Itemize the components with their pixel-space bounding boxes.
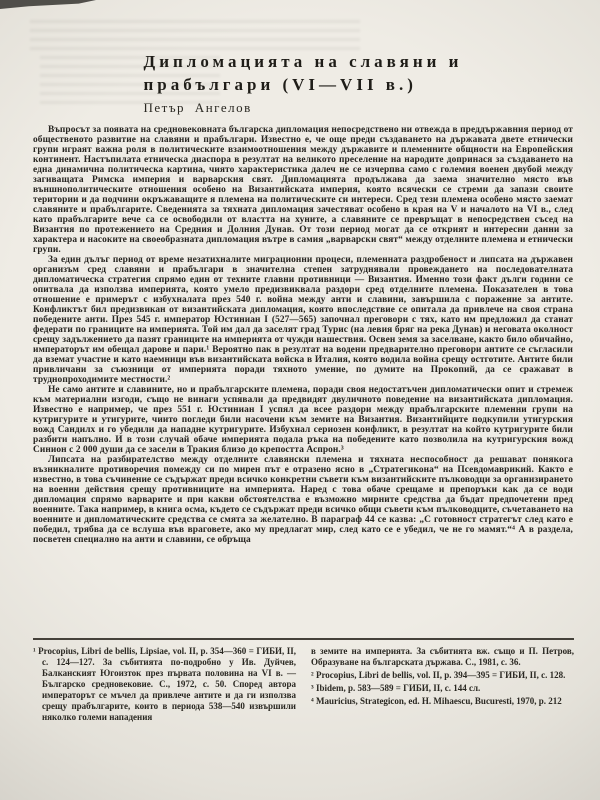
article-title-line-2: прабългари (VI—VII в.) xyxy=(143,75,417,94)
footnotes-section xyxy=(33,638,574,725)
body-paragraph: Липсата на разбирателство между отделните славянски племена и тяхната неспособност да решават понякога възникналите противоречия помежду си по мирен път е отразено ясно в „Стратегикона“ на Псевдомаврикий. Както е известно, в това съчинение се съдържат преди всичко конкретни съвети към византийските пълководци за организирането на военни действия срещу противниците на империята. Наред с това обаче срещаме и препоръки как да се води дипломация спрямо варварите и при какви обстоятелства е възможно мирните средства да бъдат предпочетени пред военните. Така например, в книга осма, където се съдържат преди всичко общи съвети към пълководците, съчетаването на военните и дипломатическите средства се смята за желателно. В параграф 44 се казва: „С готовност стратегът след като е победил, трябва да се вслуша във враговете, ако му предлагат мир, след като се е убедил, че не го мамят.“⁴ А в раздела, посветен специално на анти и славини, се обръща xyxy=(33,455,573,545)
scan-corner-smudge xyxy=(0,0,96,9)
footnotes-right-column xyxy=(311,646,574,725)
body-paragraph: Въпросът за появата на средновековната българска дипломация непосредствено ни отвежда в преддържавния период от общественото развитие на славяни и прабългари. Известно е, че още преди създаването на държавата двете етнически групи играят важна роля в политическите взаимоотношения между държавите и племенните общности на Европейския континент. Настъпилата етническа диаспора в резултат на великото преселение на народите допринася за създаването на една динамична политическа картина, чиято характеристика далеч не се изчерпва само с големия военен двубой между загиващата Римска империя и варварския свят. Дипломацията продължава да заема значително място във външнополитическите отношения особено на Византийската империя, която всячески се стреми да запази своите територии и да подчини окръжаващите я племена на политическите си интереси. Сред тези племена особено място заемат славяните и прабългарите. Сведенията за тяхната дипломация зачестяват особено в края на V и началото на VI в., след като прабългарите вече са се освободили от властта на хуните, а славяните се превръщат в непосредствен съсед на Византия по протежението на Средния и Долния Дунав. От този период могат да се открият и интересни данни за характера и насоките на своеобразната дипломация вътре в самия „варварски свят“ между отделните племена и етнически групи. xyxy=(33,125,573,255)
article-heading xyxy=(144,50,463,116)
article-body xyxy=(33,125,573,545)
article-author: Петър Ангелов xyxy=(143,100,252,115)
footnote-1: ¹ Procopius, Libri de bellis, Lipsiae, vol. II, p. 354—360 = ГИБИ, II, с. 124—127. За събитията по-подробно у Ив. Дуйчев, Балканският Югоизток през първата половина на VI в. — Българско средновековие. С., 1972, с. 50. Според автора императорът се мъчел да привлече антите и да ги използва срещу прабългарите, които в периода 538—540 извършили няколко големи нападения xyxy=(33,646,296,722)
footnote-1-continuation: в земите на империята. За събитията вж. също и П. Петров, Образуване на българската държава. С., 1981, с. 36. xyxy=(311,646,574,667)
footnotes-left-column xyxy=(33,646,296,725)
footnote-2: ² Procopius, Libri de bellis, vol. II, p. 394—395 = ГИБИ, II, с. 128. xyxy=(311,670,566,680)
article-title-line-1: Дипломацията на славяни и xyxy=(143,52,463,71)
body-paragraph: Не само антите и славините, но и прабългарските племена, поради своя недостатъчен дипломатически опит и стремеж към материални изгоди, също не винаги успявали да предвидят двуличното поведение на византийската дипломация. Известно е например, че през 551 г. Юстиниан I успял да всее раздори между прабългарските племенни групи на кутригурите и утигурите, чиито погледи били насочени към земите на Византия. Византийците подкупили утигурския вожд Сандилх и го убедили да нападне кутригурите. Избухнал сериозен конфликт, в резултат на който кутригурите били разбити напълно. И в този случай обаче империята подала ръка на победените като позволила на кутригурския вожд Синион с 2 000 души да се засели в Тракия близо до крепостта Аспрон.³ xyxy=(33,385,573,455)
bleed-through-artifact xyxy=(30,20,360,50)
body-paragraph: За един дълъг период от време незатихналите миграционни процеси, племенната раздробеност и липсата на държавен организъм сред славяни и прабългари в значителна степен затруднявали провеждането на последователната дипломатическа стратегия спрямо един от техните главни противници — Византия. Именно този факт дълги години се опитвала да използва империята, която умело предизвиквала раздори сред отделните племена. Показателен в това отношение е примерът с избухналата през 540 г. война между анти и славини, завършила с поражение за антите. Конфликтът бил предизвикан от византийската дипломация, която впоследствие се опитала да привлече на своя страна победените анти. През 545 г. император Юстиниан I (527—565) започнал преговори с тях, като им предложил да станат федерати по границите на империята. Той им дал да заселят град Турис (на левия бряг на река Дунав) и неговата околност срещу задължението да пазят границите на империята от чужди нашествия. Освен земя за заселване, както било обичайно, императорът им обещал дарове и пари.¹ Вероятно пак в резултат на водени предварително преговори антите се съгласили да вземат участие и като наемници във византийската войска в Италия, която водила война срещу остготите. Антите били привличани за съюзници от империята поради тяхното умение, по думите на Прокопий, да се сражават в труднопроходимите местности.² xyxy=(33,255,573,385)
page-content xyxy=(33,50,573,545)
footnote-3: ³ Ibidem, p. 583—589 = ГИБИ, II, с. 144 сл. xyxy=(311,683,481,693)
footnote-4: ⁴ Mauricius, Strategicon, ed. H. Mihaescu, Bucuresti, 1970, p. 212 xyxy=(311,696,562,706)
